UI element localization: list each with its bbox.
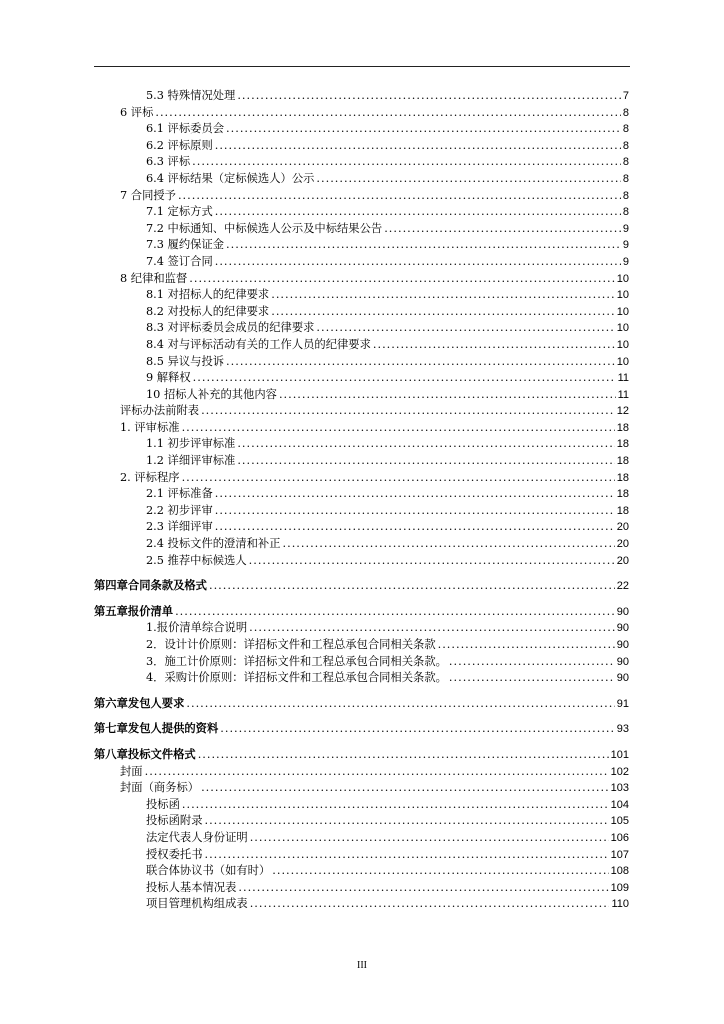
toc-entry-page: 20 [616,538,629,551]
toc-entry[interactable] [94,370,629,387]
toc-entry-page: 8 [622,106,629,119]
header-rule [94,66,630,67]
toc-entry-page: 10 [616,338,629,351]
toc-entry-page: 10 [616,305,629,318]
toc-entry-title: 联合体协议书（如有时） [146,864,271,878]
toc-entry-title: 6.2 评标原则 [146,138,213,152]
toc-entry-page: 11 [617,372,629,385]
toc-entry[interactable] [94,420,629,437]
toc-entry[interactable] [94,880,629,897]
toc-entry-page: 9 [622,255,629,268]
toc-entry-title: 1. 评审标准 [120,420,180,434]
toc-leader-dots [209,578,615,595]
toc-entry-page: 91 [616,697,629,710]
toc-entry[interactable] [94,436,629,453]
toc-entry-page: 18 [616,504,629,517]
toc-entry-page: 22 [616,580,629,593]
toc-entry-page: 105 [610,815,629,828]
toc-entry-page: 8 [622,172,629,185]
toc-entry-title: 6 评标 [120,105,154,119]
toc-entry-page: 9 [622,222,629,235]
toc-entry[interactable] [94,620,629,637]
toc-entry-page: 9 [622,239,629,252]
toc-leader-dots [155,105,621,122]
toc-entry[interactable] [94,486,629,503]
toc-entry-title: 第五章报价清单 [94,604,174,618]
toc-entry-title: 10 招标人补充的其他内容 [146,387,277,401]
toc-entry[interactable] [94,896,629,913]
toc-chapter-entry[interactable] [94,578,629,595]
toc-entry-title: 8.2 对投标人的纪律要求 [146,304,270,318]
toc-entry-title: 8.3 对评标委员会成员的纪律要求 [146,321,315,335]
toc-entry-title: 投标人基本情况表 [146,880,237,894]
toc-entry[interactable] [94,304,629,321]
toc-entry-title: 7.4 签订合同 [146,254,213,268]
toc-entry-page: 90 [616,672,629,685]
toc-entry[interactable] [94,88,629,105]
toc-leader-dots [271,304,615,321]
toc-entry[interactable] [94,780,629,797]
toc-leader-dots [438,637,615,654]
toc-entry-page: 103 [610,782,629,795]
toc-leader-dots [237,88,621,105]
toc-leader-dots [316,320,614,337]
toc-entry-title: 投标函 [146,797,180,811]
toc-leader-dots [205,813,609,830]
toc-entry-page: 12 [616,405,629,418]
toc-entry[interactable] [94,138,629,155]
toc-leader-dots [279,387,616,404]
toc-entry-title: 1.报价清单综合说明 [146,621,248,635]
toc-entry-page: 8 [622,123,629,136]
toc-entry[interactable] [94,105,629,122]
toc-leader-dots [316,171,620,188]
toc-leader-dots [175,604,615,621]
toc-entry-title: 8.1 对招标人的纪律要求 [146,288,270,302]
toc-entry-title: 2.4 投标文件的澄清和补正 [146,537,281,551]
toc-leader-dots [193,370,616,387]
toc-entry-page: 8 [622,189,629,202]
toc-entry[interactable] [94,337,629,354]
toc-leader-dots [226,354,615,371]
toc-entry-page: 90 [616,655,629,668]
toc-entry-page: 90 [616,605,629,618]
toc-entry-title: 8 纪律和监督 [120,271,188,285]
toc-entry-page: 11 [617,388,629,401]
toc-entry[interactable] [94,254,629,271]
toc-entry[interactable] [94,553,629,570]
toc-leader-dots [237,436,614,453]
toc-entry-title: 第六章发包人要求 [94,696,185,710]
toc-entry-page: 108 [610,865,629,878]
toc-leader-dots [215,503,615,520]
toc-entry-title: 项目管理机构组成表 [146,897,248,911]
toc-entry-page: 10 [616,322,629,335]
toc-entry-title: 2. 评标程序 [120,470,180,484]
toc-entry-page: 18 [616,421,629,434]
toc-leader-dots [145,764,609,781]
toc-entry[interactable] [94,470,629,487]
toc-entry-title: 封面（商务标） [120,781,200,795]
toc-entry-title: 第七章发包人提供的资料 [94,722,219,736]
toc-entry[interactable] [94,813,629,830]
toc-entry[interactable] [94,354,629,371]
toc-entry-page: 18 [616,455,629,468]
toc-entry-page: 18 [616,471,629,484]
toc-entry-page: 104 [610,798,629,811]
toc-entry-title: 第八章投标文件格式 [94,747,196,761]
toc-leader-dots [182,420,615,437]
toc-entry-title: 2.2 初步评审 [146,503,213,517]
toc-chapter-entry[interactable] [94,604,629,621]
toc-leader-dots [373,337,615,354]
toc-entry[interactable] [94,237,629,254]
toc-entry[interactable] [94,654,629,671]
toc-entry-title: 评标办法前附表 [120,404,200,418]
toc-entry-page: 106 [610,831,629,844]
toc-leader-dots [215,138,621,155]
toc-entry-page: 10 [616,355,629,368]
toc-entry[interactable] [94,403,629,420]
toc-entry[interactable] [94,863,629,880]
toc-entry-page: 18 [616,488,629,501]
toc-entry-page: 90 [616,622,629,635]
toc-leader-dots [249,620,615,637]
toc-entry-page: 102 [610,765,629,778]
toc-leader-dots [226,121,621,138]
toc-entry-page: 8 [622,139,629,152]
toc-entry-title: 投标函附录 [146,814,203,828]
toc-entry[interactable] [94,637,629,654]
toc-leader-dots [215,204,621,221]
toc-entry[interactable] [94,503,629,520]
toc-entry[interactable] [94,204,629,221]
toc-entry[interactable] [94,670,629,687]
toc-entry[interactable] [94,320,629,337]
toc-leader-dots [192,154,621,171]
toc-entry-page: 93 [616,723,629,736]
toc-entry-title: 4．采购计价原则：详招标文件和工程总承包合同相关条款。 [146,671,447,685]
toc-entry-page: 109 [610,881,629,894]
toc-entry-page: 20 [616,554,629,567]
toc-entry[interactable] [94,287,629,304]
toc-entry-title: 8.5 异议与投诉 [146,354,225,368]
toc-leader-dots [186,696,614,713]
toc-entry-title: 6.1 评标委员会 [146,122,225,136]
toc-entry-title: 9 解释权 [146,371,191,385]
toc-entry-page: 110 [611,898,629,911]
toc-entry-title: 法定代表人身份证明 [146,830,248,844]
toc-leader-dots [220,721,614,738]
toc-entry[interactable] [94,453,629,470]
toc-entry-title: 6.3 评标 [146,155,191,169]
toc-leader-dots [272,863,608,880]
toc-entry[interactable] [94,797,629,814]
toc-entry-title: 3．施工计价原则：详招标文件和工程总承包合同相关条款。 [146,654,447,668]
toc-leader-dots [384,221,621,238]
toc-leader-dots [201,403,615,420]
toc-entry-title: 第四章合同条款及格式 [94,579,207,593]
toc-entry-title: 7 合同授予 [120,188,176,202]
toc-entry-page: 101 [610,748,629,761]
toc-leader-dots [271,287,615,304]
toc-leader-dots [182,797,609,814]
toc-chapter-entry[interactable] [94,747,629,764]
toc-entry-title: 5.3 特殊情况处理 [146,89,236,102]
toc-entry[interactable] [94,221,629,238]
toc-entry[interactable] [94,171,629,188]
toc-entry[interactable] [94,847,629,864]
toc-entry-title: 2.1 评标准备 [146,487,213,501]
toc-leader-dots [226,237,621,254]
toc-entry-title: 2.5 推荐中标候选人 [146,553,247,567]
toc-entry[interactable] [94,387,629,404]
toc-entry-page: 8 [622,206,629,219]
toc-leader-dots [449,670,615,687]
toc-entry-title: 授权委托书 [146,847,203,861]
toc-entry[interactable] [94,271,629,288]
toc-entry[interactable] [94,188,629,205]
toc-leader-dots [215,254,621,271]
toc-entry-title: 2.3 详细评审 [146,520,213,534]
toc-entry-title: 7.2 中标通知、中标候选人公示及中标结果公告 [146,221,383,235]
toc-entry-page: 18 [616,438,629,451]
toc-leader-dots [182,470,615,487]
toc-entry[interactable] [94,519,629,536]
toc-entry[interactable] [94,764,629,781]
toc-entry-page: 107 [610,848,629,861]
toc-entry[interactable] [94,536,629,553]
toc-chapter-entry[interactable] [94,696,629,713]
toc-leader-dots [249,553,615,570]
toc-leader-dots [178,188,621,205]
toc-entry-title: 2．设计计价原则：详招标文件和工程总承包合同相关条款 [146,638,436,651]
toc-leader-dots [215,519,615,536]
toc-leader-dots [449,654,615,671]
toc-entry-title: 8.4 对与评标活动有关的工作人员的纪律要求 [146,337,371,351]
toc-leader-dots [250,896,610,913]
toc-entry[interactable] [94,121,629,138]
toc-entry-page: 7 [622,90,629,102]
toc-leader-dots [205,847,609,864]
toc-leader-dots [283,536,615,553]
toc-entry-title: 1.2 详细评审标准 [146,454,236,468]
toc-entry[interactable] [94,154,629,171]
toc-entry-title: 封面 [120,764,143,778]
toc-entry-title: 1.1 初步评审标准 [146,437,236,451]
toc-entry-title: 6.4 评标结果（定标候选人）公示 [146,171,315,185]
toc-entry-page: 90 [616,639,629,651]
toc-entry-page: 20 [616,521,629,534]
toc-chapter-entry[interactable] [94,721,629,738]
toc-leader-dots [201,780,609,797]
toc-entry-page: 10 [616,272,629,285]
toc-entry-page: 8 [622,156,629,169]
page-number: III [357,960,367,971]
table-of-contents [94,88,629,913]
toc-leader-dots [237,453,614,470]
toc-leader-dots [238,880,608,897]
toc-entry-title: 7.1 定标方式 [146,205,213,219]
toc-entry-title: 7.3 履约保证金 [146,238,225,252]
toc-entry-page: 10 [616,289,629,302]
toc-leader-dots [189,271,614,288]
toc-entry[interactable] [94,830,629,847]
toc-leader-dots [215,486,615,503]
toc-leader-dots [250,830,609,847]
toc-leader-dots [198,747,609,764]
